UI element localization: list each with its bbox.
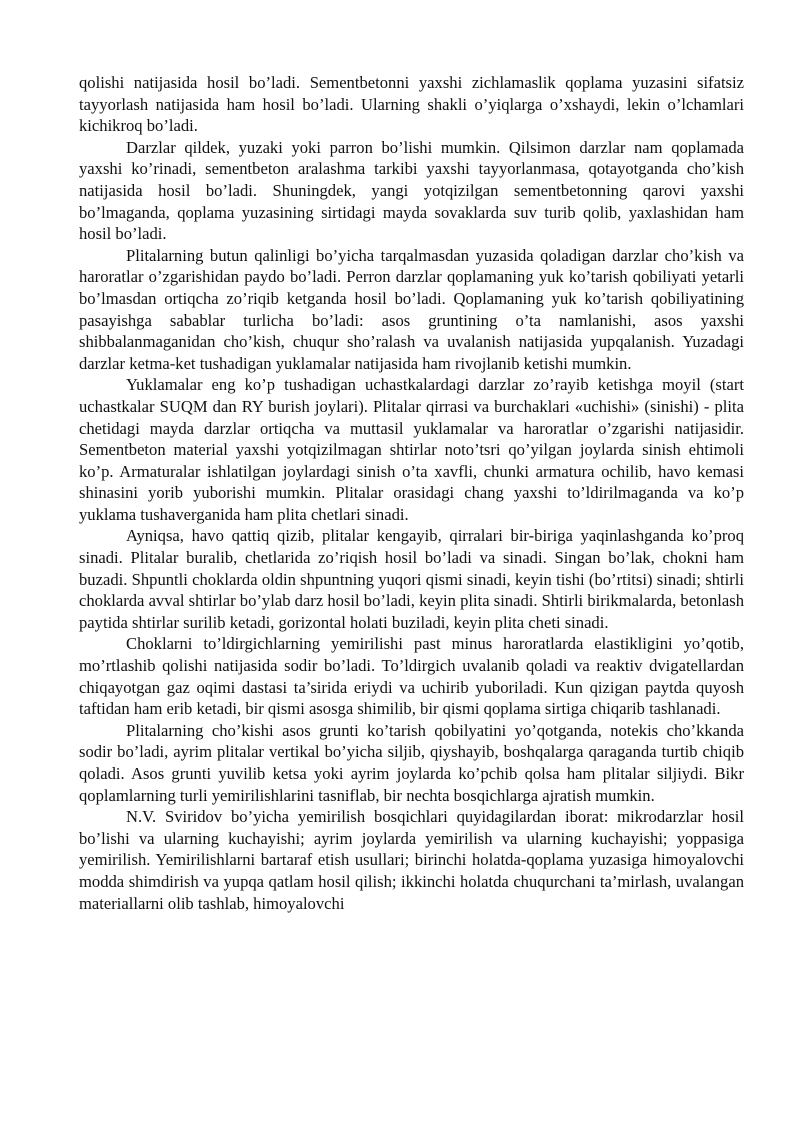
paragraph-heat-breaking: Ayniqsa, havo qattiq qizib, plitalar kengayib, qirralari bir-biriga yaqinlashganda ko’proq sinadi. Plitalar buralib, chetlarida zo’riqish hosil bo’ladi va sinadi. Singan bo’lak, chokni ham buzadi. Shpuntli choklarda oldin shpuntning yuqori qismi sinadi, keyin tishi (bo’rtitsi) sinadi; shtirli choklarda avval shtirlar bo’ylab darz hosil bo’ladi, keyin plita sinadi. Shtirli birikmalarda, betonlash paytida shtirlar surilib ketadi, gorizontal holati buziladi, keyin plita cheti sinadi. [79, 526, 744, 632]
paragraph-surface-cracks: Darzlar qildek, yuzaki yoki parron bo’lishi mumkin. Qilsimon darzlar nam qoplamada yaxshi ko’rinadi, sementbeton aralashma tarkibi yaxshi tayyorlanmasa, qotayotganda cho’kish natijasida hosil bo’ladi. Shuningdek, yangi yotqizilgan sementbetonning qarovi yaxshi bo’lmaganda, qoplama yuzasining sirtidagi mayda sovaklarda suv turib qolib, yaxlashidan ham hosil bo’ladi. [79, 137, 744, 244]
paragraph-load-areas: Yuklamalar eng ko’p tushadigan uchastkalardagi darzlar zo’rayib ketishga moyil (start uchastkalar SUQM dan RY burish joylari). Plitalar qirrasi va burchaklari «uchishi» (sinishi) - plita chetidagi mayda darzlar ortiqcha va muttasil yuklamalar va haroratlar o’zgarishi natijasidir. Sementbeton material yaxshi yotqizilmagan shtirlar noto’tsri qo’yilgan joylarda sinish ehtimoli ko’p. Armaturalar ishlatilgan joylardagi sinish o’ta xavfli, chunki armatura ochilib, havo kemasi shinasini yorib yuborishi mumkin. Plitalar orasidagi chang yaxshi to’ldirilmaganda va ko’p yuklama tushaverganida ham plita chetlari sinadi. [79, 375, 744, 524]
paragraph-slab-cracks: Plitalarning butun qalinligi bo’yicha tarqalmasdan yuzasida qoladigan darzlar cho’kish va haroratlar o’zgarishidan paydo bo’ladi. Perron darzlar qoplamaning yuk ko’tarish qobiliyati yetarli bo’lmasdan ortiqcha zo’riqib ketganda hosil bo’ladi. Qoplamaning yuk ko’tarish qobiliyatining pasayishga sabablar turlicha bo’ladi: asos gruntining o’ta namlanishi, asos yaxshi shibbalanmaganidan cho’kish, chuqur sho’ralash va uvalanish natijasida yupqalanish. Yuzadagi darzlar ketma-ket tushadigan yuklamalar natijasida ham rivojlanib ketishi mumkin. [79, 245, 744, 373]
paragraph-sviridov-stages: N.V. Sviridov bo’yicha yemirilish bosqichlari quyidagilardan iborat: mikrodarzlar hosil bo’lishi va ularning kuchayishi; ayrim joylarda yemirilish va ularning kuchayishi; yoppasiga yemirilish. Yemirilishlarni bartaraf etish usullari; birinchi holatda-qoplama yuzasiga himoyalovchi modda shimdirish va yupqa qatlam hosil qilish; ikkinchi holatda chuqurchani ta’mirlash, uvalangan materiallarni olib tashlab, himoyalovchi [79, 807, 744, 913]
paragraph-joint-fillers: Choklarni to’ldirgichlarning yemirilishi past minus haroratlarda elastikligini yo’qotib, mo’rtlashib qolishi natijasida sodir bo’ladi. To’ldirgich uvalanib qoladi va reaktiv dvigatellardan chiqayotgan gaz oqimi dastasi ta’sirida eriydi va uchirib yuboriladi. Kun qizigan paytda quyosh taftidan ham erib ketadi, bir qismi asosga shimilib, bir qismi qoplama sirtiga chiqarib tashlanadi. [79, 634, 744, 719]
paragraph-continuation: qolishi natijasida hosil bo’ladi. Sementbetonni yaxshi zichlamaslik qoplama yuzasini sifatsiz tayyorlash natijasida ham hosil bo’ladi. Ularning shakli o’yiqlarga o’xshaydi, lekin o’lchamlari kichikroq bo’ladi. [79, 73, 744, 136]
paragraph-slab-settlement: Plitalarning cho’kishi asos grunti ko’tarish qobilyatini yo’qotganda, notekis cho’kkanda sodir bo’ladi, ayrim plitalar vertikal bo’yicha siljib, qiyshayib, boshqalarga qaraganda turtib chiqib qoladi. Asos grunti yuvilib ketsa yoki ayrim joylarda ko’pchib qolsa ham plitalar siljiydi. Bikr qoplamlarning turli yemirilishlarini tasniflab, bir nechta bosqichlarga ajratish mumkin. [79, 720, 744, 805]
